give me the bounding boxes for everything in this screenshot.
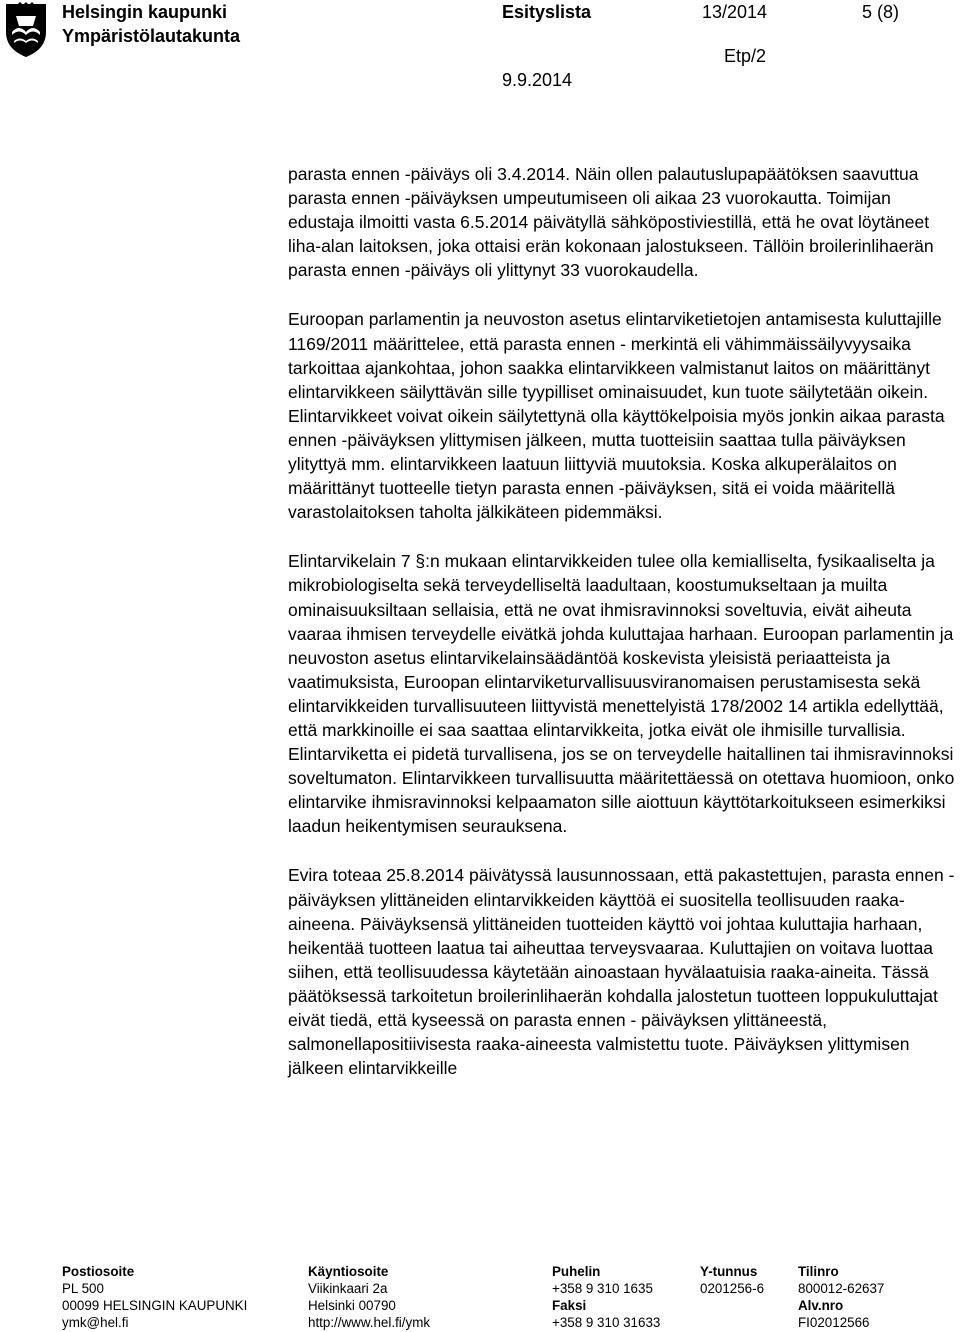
document-body xyxy=(288,162,956,1105)
paragraph-2: Euroopan parlamentin ja neuvoston asetus elintarviketietojen antamisesta kuluttajille 1169/2011 määrittelee, että parasta ennen - merkintä eli vähimmäissäilyvyysaika tarkoittaa ajankohtaa, johon saakka elintarvikkeen valmistanut laitos on määrittänyt elintarvikkeen säilyttävän sille tyypilliset ominaisuudet, kun tuote säilytetään oikein. Elintarvikkeet voivat oikein säilytettynä olla käyttökelpoisia myös jonkin aikaa parasta ennen -päiväyksen ylittymisen jälkeen, mutta tuotteisiin saattaa tulla päiväyksen ylityttyä mm. elintarvikkeen laatuun liittyviä muutoksia. Koska alkuperälaitos on määrittänyt tuotteelle tietyn parasta ennen -päiväyksen, sitä ei voida määritellä varastolaitoksen taholta jälkikäteen pidemmäksi. xyxy=(288,309,945,523)
footer-fax-number: +358 9 310 31633 xyxy=(552,1315,661,1330)
footer-email[interactable]: ymk@hel.fi xyxy=(62,1315,129,1330)
agenda-item: Etp/2 xyxy=(724,46,767,66)
helsinki-crest-logo xyxy=(4,2,48,58)
footer-phone-number: +358 9 310 1635 xyxy=(552,1281,653,1296)
page-footer xyxy=(0,1263,960,1332)
footer-business-id xyxy=(700,1263,764,1297)
paragraph-4: Evira toteaa 25.8.2014 päivätyssä lausunnossaan, että pakastettujen, parasta ennen -päiväyksen ylittäneiden elintarvikkeiden käyttöä ei suositella teollisuuden raaka-aineena. Päiväyksensä ylittäneiden tuotteiden käyttö voi johtaa kuluttajia harhaan, heikentää tuotteen laatua tai aiheuttaa terveysvaaraa. Kuluttajien on voitava luottaa siihen, että teollisuudessa käytetään ainoastaan hyvälaatuisia raaka-aineita. Tässä päätöksessä tarkoitetun broilerinlihaerän kohdalla jalostetun tuotteen loppukuluttajat eivät tiedä, että kyseessä on parasta ennen - päiväyksen ylittäneestä, salmonellapositiivisesta raaka-aineesta valmistettu tuote. Päiväyksen ylittymisen jälkeen elintarvikkeille xyxy=(288,865,955,1079)
meeting-date: 9.9.2014 xyxy=(502,70,573,90)
document-type: Esityslista xyxy=(502,2,592,22)
footer-account xyxy=(798,1263,884,1331)
document-number: 13/2014 xyxy=(702,2,768,22)
paragraph-3: Elintarvikelain 7 §:n mukaan elintarvikkeiden tulee olla kemialliselta, fysikaaliselta ja mikrobiologiselta sekä terveydelliseltä laadultaan, koostumukseltaan ja muilta ominaisuuksiltaan sellaisia, että ne ovat ihmisravinnoksi soveltuvia, eivät aiheuta vaaraa ihmisen terveydelle eivätkä johda kuluttajaa harhaan. Euroopan parlamentin ja neuvoston asetus elintarvikelainsäädäntöä koskevista yleisistä periaatteista ja vaatimuksista, Euroopan elintarviketurvallisuusviranomaisen perustamisesta sekä elintarvikkeiden turvallisuuteen liittyvistä menettelyistä 178/2002 14 artikla edellyttää, että markkinoille ei saa saattaa elintarvikkeita, jotka eivät ole ihmisille turvallisia. Elintarviketta ei pidetä turvallisena, jos se on terveydelle haitallinen tai ihmisravinnoksi soveltumaton. Elintarvikkeen turvallisuutta määritettäessä on otettava huomioon, onko elintarvike ihmisravinnoksi kelpaamaton sille aiottuun käyttötarkoitukseen esimerkiksi laadun heikentymisen seurauksena. xyxy=(288,551,955,837)
footer-phone-heading: Puhelin xyxy=(552,1264,601,1279)
footer-website[interactable]: http://www.hel.fi/ymk xyxy=(308,1315,431,1330)
footer-vat-heading: Alv.nro xyxy=(798,1298,844,1313)
footer-postal-code: 00099 HELSINGIN KAUPUNKI xyxy=(62,1298,248,1313)
footer-vat-number: FI02012566 xyxy=(798,1315,870,1330)
footer-visiting-address xyxy=(308,1263,430,1331)
city-name: Helsingin kaupunki xyxy=(62,2,228,22)
page-number: 5 (8) xyxy=(862,2,900,22)
footer-postal-heading: Postiosoite xyxy=(62,1264,135,1279)
footer-phone xyxy=(552,1263,660,1331)
footer-fax-heading: Faksi xyxy=(552,1298,587,1313)
footer-ytunnus-value: 0201256-6 xyxy=(700,1281,765,1296)
footer-account-number: 800012-62637 xyxy=(798,1281,885,1296)
footer-city: Helsinki 00790 xyxy=(308,1298,396,1313)
footer-postal-box: PL 500 xyxy=(62,1281,104,1296)
footer-ytunnus-heading: Y-tunnus xyxy=(700,1264,758,1279)
footer-postal-address xyxy=(62,1263,247,1331)
organization-name xyxy=(62,0,240,48)
footer-street: Viikinkaari 2a xyxy=(308,1281,388,1296)
paragraph-1: parasta ennen -päiväys oli 3.4.2014. Näin ollen palautuslupapäätöksen saavuttua parasta ennen -päiväyksen umpeutumiseen oli aikaa 23 vuorokautta. Toimijan edustaja ilmoitti vasta 6.5.2014 päivätyllä sähköpostiviestillä, että he ovat löytäneet liha-alan laitoksen, joka ottaisi erän kokonaan jalostukseen. Tällöin broilerinlihaerän parasta ennen -päiväys oli ylittynyt 33 vuorokaudella. xyxy=(288,164,934,281)
committee-name: Ympäristölautakunta xyxy=(62,26,241,46)
footer-account-heading: Tilinro xyxy=(798,1264,839,1279)
footer-visiting-heading: Käyntiosoite xyxy=(308,1264,389,1279)
